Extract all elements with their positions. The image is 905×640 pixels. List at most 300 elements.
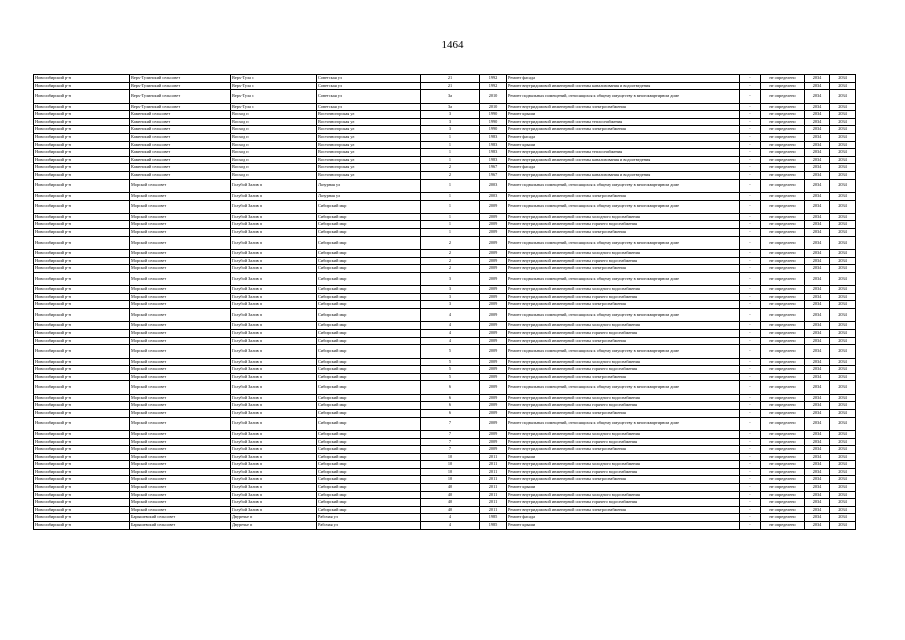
end-year-cell: 2034 [830,250,856,258]
street-cell: Сибирский мкр [317,430,421,438]
street-cell: Сибирский мкр [317,461,421,469]
end-year-cell: 2034 [830,171,856,179]
table-row [34,250,856,258]
work-type-cell: Ремонт крыши [507,484,740,492]
house-number-cell: 1 [421,179,480,192]
house-number-cell: 3а [421,90,480,103]
street-cell: Сибирский мкр [317,446,421,454]
municipality-cell: Морской сельсовет [130,468,231,476]
cost-cell: не определено [761,394,805,402]
page-number: 1464 [441,39,464,51]
dash-cell: - [740,257,761,265]
work-type-cell: Ремонт крыши [507,141,740,149]
locality-cell: Голубой Залив п [231,409,317,417]
start-year-cell: 2034 [805,200,830,213]
table-row [34,514,856,522]
start-year-cell: 2034 [805,213,830,221]
locality-cell: Восход п [231,156,317,164]
house-number-cell: 3 [421,286,480,294]
street-cell: Советская ул [317,103,421,111]
start-year-cell: 2034 [805,164,830,172]
locality-cell: Голубой Залив п [231,179,317,192]
municipality-cell: Морской сельсовет [130,499,231,507]
district-cell: Новосибирский р-н [34,461,130,469]
table-row [34,499,856,507]
street-cell: Рабочая ул [317,522,421,530]
start-year-cell: 2034 [805,476,830,484]
start-year-cell: 2034 [805,337,830,345]
cost-cell: не определено [761,141,805,149]
cost-cell: не определено [761,309,805,322]
table-row [34,82,856,90]
locality-cell: Голубой Залив п [231,272,317,285]
cost-cell: не определено [761,90,805,103]
start-year-cell: 2034 [805,409,830,417]
district-cell: Новосибирский р-н [34,179,130,192]
house-number-cell: 1 [421,213,480,221]
table-row [34,506,856,514]
work-type-cell: Ремонт внутридомовой инженерной системы горячего водоснабжения [507,468,740,476]
work-type-cell: Ремонт фасада [507,164,740,172]
dash-cell: - [740,293,761,301]
street-cell: Сибирский мкр [317,330,421,338]
end-year-cell: 2034 [830,293,856,301]
house-number-cell: 5 [421,358,480,366]
dash-cell: - [740,200,761,213]
dash-cell: - [740,192,761,200]
locality-cell: Голубой Залив п [231,491,317,499]
work-type-cell: Ремонт внутридомовой инженерной системы холодного водоснабжения [507,250,740,258]
work-type-cell: Ремонт внутридомовой инженерной системы электроснабжения [507,103,740,111]
cost-cell: не определено [761,103,805,111]
work-type-cell: Ремонт внутридомовой инженерной системы холодного водоснабжения [507,461,740,469]
municipality-cell: Морской сельсовет [130,446,231,454]
district-cell: Новосибирский р-н [34,103,130,111]
dash-cell: - [740,179,761,192]
street-cell: Сибирский мкр [317,402,421,410]
locality-cell: Голубой Залив п [231,417,317,430]
municipality-cell: Морской сельсовет [130,200,231,213]
street-cell: Сибирский мкр [317,265,421,273]
end-year-cell: 2034 [830,381,856,394]
locality-cell: Верх-Тула с [231,82,317,90]
start-year-cell: 2034 [805,322,830,330]
work-type-cell: Ремонт внутридомовой инженерной системы электроснабжения [507,373,740,381]
house-number-cell: 6 [421,394,480,402]
district-cell: Новосибирский р-н [34,293,130,301]
house-number-cell: 1 [421,229,480,237]
table-row [34,141,856,149]
build-year-cell: 2009 [480,200,507,213]
build-year-cell: 2011 [480,499,507,507]
locality-cell: Голубой Залив п [231,430,317,438]
start-year-cell: 2034 [805,394,830,402]
work-type-cell: Ремонт внутридомовой инженерной системы канализования и водоотведения [507,156,740,164]
work-type-cell: Ремонт внутридомовой инженерной системы горячего водоснабжения [507,438,740,446]
municipality-cell: Верх-Тулинский сельсовет [130,75,231,83]
street-cell: Рабочая ул [317,514,421,522]
work-type-cell: Ремонт внутридомовой инженерной системы электроснабжения [507,265,740,273]
street-cell: Сибирский мкр [317,337,421,345]
dash-cell: - [740,111,761,119]
district-cell: Новосибирский р-н [34,164,130,172]
table-row [34,179,856,192]
district-cell: Новосибирский р-н [34,250,130,258]
street-cell: Сибирский мкр [317,453,421,461]
municipality-cell: Морской сельсовет [130,330,231,338]
build-year-cell: 1985 [480,522,507,530]
district-cell: Новосибирский р-н [34,337,130,345]
dash-cell: - [740,126,761,134]
work-type-cell: Ремонт внутридомовой инженерной системы электроснабжения [507,409,740,417]
dash-cell: - [740,491,761,499]
house-number-cell: 3 [421,301,480,309]
dash-cell: - [740,468,761,476]
start-year-cell: 2034 [805,417,830,430]
start-year-cell: 2034 [805,301,830,309]
house-number-cell: 4 [421,337,480,345]
district-cell: Новосибирский р-н [34,417,130,430]
district-cell: Новосибирский р-н [34,366,130,374]
end-year-cell: 2034 [830,75,856,83]
work-type-cell: Ремонт внутридомовой инженерной системы горячего водоснабжения [507,257,740,265]
start-year-cell: 2034 [805,126,830,134]
house-number-cell: 2 [421,236,480,249]
work-type-cell: Ремонт подвальных помещений, относящихся к общему имуществу в многоквартирном доме [507,345,740,358]
district-cell: Новосибирский р-н [34,491,130,499]
build-year-cell: 2009 [480,229,507,237]
table-row [34,402,856,410]
dash-cell: - [740,156,761,164]
house-number-cell: 4 [421,309,480,322]
start-year-cell: 2034 [805,309,830,322]
start-year-cell: 2034 [805,453,830,461]
locality-cell: Восход п [231,164,317,172]
work-type-cell: Ремонт внутридомовой инженерной системы холодного водоснабжения [507,322,740,330]
municipality-cell: Морской сельсовет [130,373,231,381]
district-cell: Новосибирский р-н [34,358,130,366]
municipality-cell: Морской сельсовет [130,257,231,265]
start-year-cell: 2034 [805,366,830,374]
municipality-cell: Морской сельсовет [130,272,231,285]
cost-cell: не определено [761,111,805,119]
house-number-cell: 7 [421,417,480,430]
street-cell: Сибирский мкр [317,250,421,258]
dash-cell: - [740,514,761,522]
build-year-cell: 2011 [480,453,507,461]
dash-cell: - [740,164,761,172]
locality-cell: Голубой Залив п [231,337,317,345]
locality-cell: Голубой Залив п [231,358,317,366]
street-cell: Сибирский мкр [317,358,421,366]
start-year-cell: 2034 [805,468,830,476]
work-type-cell: Ремонт внутридомовой инженерной системы холодного водоснабжения [507,430,740,438]
table-row [34,358,856,366]
locality-cell: Верх-Тула с [231,75,317,83]
house-number-cell: 10 [421,453,480,461]
street-cell: Восточногорская ул [317,111,421,119]
locality-cell: Голубой Залив п [231,213,317,221]
locality-cell: Голубой Залив п [231,438,317,446]
locality-cell: Восход п [231,126,317,134]
district-cell: Новосибирский р-н [34,499,130,507]
dash-cell: - [740,301,761,309]
cost-cell: не определено [761,221,805,229]
district-cell: Новосибирский р-н [34,430,130,438]
table-row [34,164,856,172]
municipality-cell: Морской сельсовет [130,366,231,374]
dash-cell: - [740,366,761,374]
dash-cell: - [740,394,761,402]
work-type-cell: Ремонт внутридомовой инженерной системы холодного водоснабжения [507,286,740,294]
locality-cell: Голубой Залив п [231,200,317,213]
cost-cell: не определено [761,438,805,446]
locality-cell: Голубой Залив п [231,286,317,294]
work-type-cell: Ремонт подвальных помещений, относящихся к общему имуществу в многоквартирном доме [507,381,740,394]
cost-cell: не определено [761,417,805,430]
dash-cell: - [740,453,761,461]
street-cell: Сибирский мкр [317,484,421,492]
build-year-cell: 1983 [480,133,507,141]
municipality-cell: Морской сельсовет [130,430,231,438]
cost-cell: не определено [761,82,805,90]
end-year-cell: 2034 [830,484,856,492]
dash-cell: - [740,381,761,394]
table-row [34,417,856,430]
register-body [34,75,856,530]
build-year-cell: 2011 [480,476,507,484]
district-cell: Новосибирский р-н [34,522,130,530]
district-cell: Новосибирский р-н [34,126,130,134]
table-row [34,381,856,394]
end-year-cell: 2034 [830,213,856,221]
end-year-cell: 2034 [830,373,856,381]
street-cell: Сибирский мкр [317,200,421,213]
start-year-cell: 2034 [805,272,830,285]
cost-cell: не определено [761,236,805,249]
house-number-cell: 7 [421,430,480,438]
work-type-cell: Ремонт внутридомовой инженерной системы горячего водоснабжения [507,366,740,374]
build-year-cell: 2009 [480,345,507,358]
house-number-cell: 6 [421,402,480,410]
locality-cell: Голубой Залив п [231,345,317,358]
street-cell: Сибирский мкр [317,491,421,499]
build-year-cell: 2011 [480,468,507,476]
dash-cell: - [740,82,761,90]
table-row [34,330,856,338]
table-row [34,171,856,179]
house-number-cell: 3 [421,111,480,119]
build-year-cell: 2009 [480,301,507,309]
end-year-cell: 2034 [830,179,856,192]
work-type-cell: Ремонт подвальных помещений, относящихся к общему имуществу в многоквартирном доме [507,179,740,192]
locality-cell: Восход п [231,118,317,126]
start-year-cell: 2034 [805,430,830,438]
cost-cell: не определено [761,430,805,438]
street-cell: Сибирский мкр [317,293,421,301]
table-row [34,446,856,454]
district-cell: Новосибирский р-н [34,149,130,157]
dash-cell: - [740,402,761,410]
start-year-cell: 2034 [805,133,830,141]
district-cell: Новосибирский р-н [34,514,130,522]
street-cell: Сибирский мкр [317,366,421,374]
street-cell: Сибирский мкр [317,476,421,484]
district-cell: Новосибирский р-н [34,118,130,126]
end-year-cell: 2034 [830,322,856,330]
end-year-cell: 2034 [830,221,856,229]
start-year-cell: 2034 [805,265,830,273]
table-row [34,200,856,213]
locality-cell: Двуречье п [231,522,317,530]
locality-cell: Восход п [231,133,317,141]
table-row [34,126,856,134]
house-number-cell: 4 [421,330,480,338]
municipality-cell: Морской сельсовет [130,506,231,514]
locality-cell: Голубой Залив п [231,322,317,330]
work-type-cell: Ремонт внутридомовой инженерной системы электроснабжения [507,229,740,237]
start-year-cell: 2034 [805,179,830,192]
end-year-cell: 2034 [830,133,856,141]
end-year-cell: 2034 [830,126,856,134]
house-number-cell: 3 [421,126,480,134]
district-cell: Новосибирский р-н [34,156,130,164]
build-year-cell: 1990 [480,118,507,126]
street-cell: Восточногорская ул [317,141,421,149]
locality-cell: Голубой Залив п [231,381,317,394]
district-cell: Новосибирский р-н [34,506,130,514]
municipality-cell: Морской сельсовет [130,213,231,221]
start-year-cell: 2034 [805,514,830,522]
cost-cell: не определено [761,358,805,366]
cost-cell: не определено [761,250,805,258]
street-cell: Восточногорская ул [317,133,421,141]
cost-cell: не определено [761,381,805,394]
municipality-cell: Каменский сельсовет [130,164,231,172]
house-number-cell: 2 [421,250,480,258]
district-cell: Новосибирский р-н [34,141,130,149]
end-year-cell: 2034 [830,192,856,200]
dash-cell: - [740,149,761,157]
house-number-cell: 6 [421,381,480,394]
table-row [34,133,856,141]
municipality-cell: Каменский сельсовет [130,126,231,134]
street-cell: Советская ул [317,82,421,90]
locality-cell: Голубой Залив п [231,221,317,229]
work-type-cell: Ремонт внутридомовой инженерной системы электроснабжения [507,126,740,134]
house-number-cell: 2 [421,265,480,273]
table-row [34,90,856,103]
street-cell: Восточногорская ул [317,156,421,164]
dash-cell: - [740,417,761,430]
work-type-cell: Ремонт подвальных помещений, относящихся к общему имуществу в многоквартирном доме [507,200,740,213]
street-cell: Сибирский мкр [317,221,421,229]
dash-cell: - [740,499,761,507]
work-type-cell: Ремонт фасада [507,75,740,83]
work-type-cell: Ремонт внутридомовой инженерной системы холодного водоснабжения [507,394,740,402]
table-row [34,103,856,111]
house-number-cell: 10 [421,468,480,476]
street-cell: Сибирский мкр [317,373,421,381]
build-year-cell: 2010 [480,90,507,103]
municipality-cell: Морской сельсовет [130,394,231,402]
dash-cell: - [740,345,761,358]
district-cell: Новосибирский р-н [34,345,130,358]
municipality-cell: Морской сельсовет [130,293,231,301]
street-cell: Сибирский мкр [317,438,421,446]
municipality-cell: Барышевский сельсовет [130,522,231,530]
district-cell: Новосибирский р-н [34,409,130,417]
street-cell: Восточногорская ул [317,118,421,126]
street-cell: Сибирский мкр [317,236,421,249]
end-year-cell: 2034 [830,337,856,345]
table-row [34,213,856,221]
end-year-cell: 2034 [830,514,856,522]
build-year-cell: 2009 [480,417,507,430]
end-year-cell: 2034 [830,82,856,90]
municipality-cell: Морской сельсовет [130,453,231,461]
house-number-cell: 1 [421,192,480,200]
build-year-cell: 2009 [480,430,507,438]
work-type-cell: Ремонт внутридомовой инженерной системы электроснабжения [507,476,740,484]
dash-cell: - [740,358,761,366]
cost-cell: не определено [761,499,805,507]
district-cell: Новосибирский р-н [34,229,130,237]
house-number-cell: 21 [421,82,480,90]
locality-cell: Голубой Залив п [231,394,317,402]
table-row [34,522,856,530]
locality-cell: Голубой Залив п [231,499,317,507]
start-year-cell: 2034 [805,330,830,338]
build-year-cell: 1990 [480,111,507,119]
cost-cell: не определено [761,192,805,200]
start-year-cell: 2034 [805,257,830,265]
build-year-cell: 2009 [480,373,507,381]
work-type-cell: Ремонт фасада [507,514,740,522]
house-number-cell: 4 [421,322,480,330]
district-cell: Новосибирский р-н [34,272,130,285]
house-number-cell: 1 [421,141,480,149]
build-year-cell: 1983 [480,149,507,157]
municipality-cell: Каменский сельсовет [130,141,231,149]
house-number-cell: 2 [421,171,480,179]
table-row [34,491,856,499]
house-number-cell: 6 [421,409,480,417]
build-year-cell: 1985 [480,514,507,522]
work-type-cell: Ремонт внутридомовой инженерной системы электроснабжения [507,192,740,200]
district-cell: Новосибирский р-н [34,265,130,273]
locality-cell: Голубой Залив п [231,402,317,410]
table-row [34,75,856,83]
build-year-cell: 2010 [480,103,507,111]
locality-cell: Голубой Залив п [231,250,317,258]
district-cell: Новосибирский р-н [34,301,130,309]
street-cell: Сибирский мкр [317,417,421,430]
build-year-cell: 2009 [480,337,507,345]
locality-cell: Голубой Залив п [231,373,317,381]
municipality-cell: Морской сельсовет [130,461,231,469]
house-number-cell: 1 [421,133,480,141]
start-year-cell: 2034 [805,229,830,237]
street-cell: Восточногорская ул [317,126,421,134]
cost-cell: не определено [761,522,805,530]
work-type-cell: Ремонт внутридомовой инженерной системы холодного водоснабжения [507,213,740,221]
work-type-cell: Ремонт внутридомовой инженерной системы канализования и водоотведения [507,171,740,179]
dash-cell: - [740,250,761,258]
locality-cell: Голубой Залив п [231,461,317,469]
district-cell: Новосибирский р-н [34,236,130,249]
house-number-cell: 3 [421,118,480,126]
